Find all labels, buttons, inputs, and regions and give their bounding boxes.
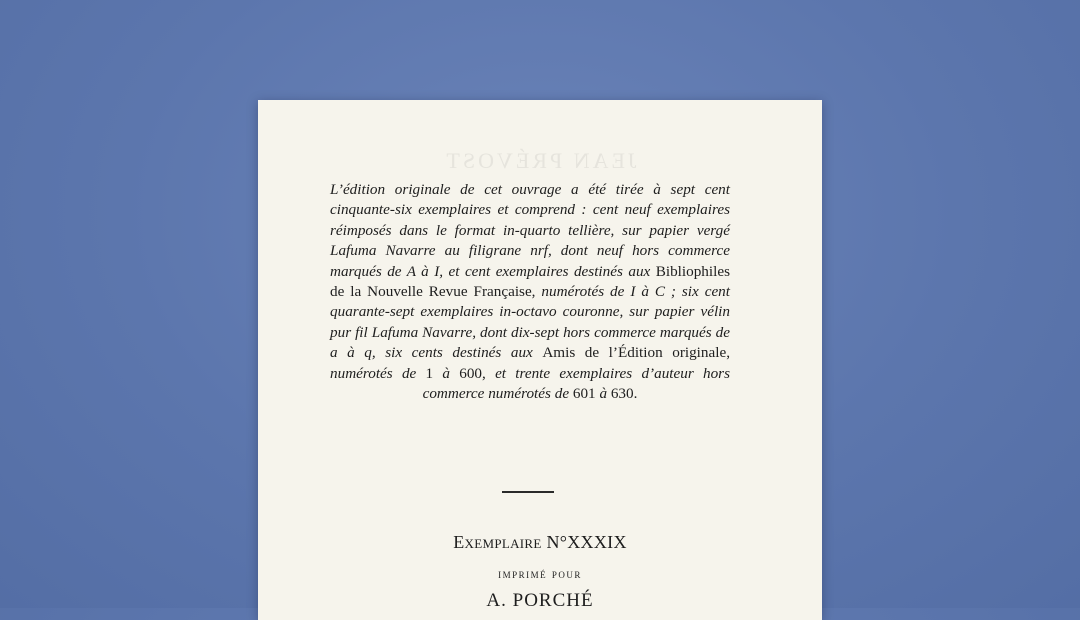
copy-number: N°XXXIX — [546, 532, 627, 552]
colophon-segment: 630. — [610, 385, 638, 403]
colophon-segment: et trente exemplaires d’auteur hors commerce numérotés de — [422, 364, 731, 403]
book-page — [258, 100, 822, 620]
bleed-through-text: JEAN PRÉVOST — [443, 148, 637, 173]
recipient-name: A. PORCHÉ — [486, 590, 594, 611]
colophon-segment: numérotés de I à C ; six cent quarante-sept exemplaires in-octavo couronne, sur papier vélin pur fil Lafuma Navarre, dont dix-sept hors commerce marqués de a à q, six cents destinés aux — [330, 283, 730, 362]
colophon-segment: 601 — [572, 385, 600, 403]
colophon-segment: Amis de l’Édition originale, — [542, 344, 730, 362]
colophon-segment: 1 — [425, 364, 443, 382]
colophon-segment: Bibliophiles de la Nouvelle Revue Française, — [330, 262, 730, 301]
colophon-segment: L’édition originale de cet ouvrage a été tirée à sept cent cinquante-six exemplaires et comprend : cent neuf exemplaires réimposés dans le format in-quarto tellière, sur papier vergé Lafuma Navarre au filigrane nrf, dont neuf hors commerce marqués de A à I, et cent exemplaires destinés aux — [330, 181, 730, 280]
copy-number-line — [258, 532, 822, 553]
printed-for-label: imprimé pour — [498, 566, 582, 581]
colophon-paragraph — [330, 180, 730, 404]
copy-label: Exemplaire — [453, 532, 542, 552]
colophon-segment: à — [599, 385, 611, 403]
colophon-segment: numérotés de — [330, 364, 426, 382]
colophon-segment: 600, — [459, 364, 496, 382]
colophon-segment: à — [442, 364, 460, 382]
divider-rule — [502, 491, 554, 493]
